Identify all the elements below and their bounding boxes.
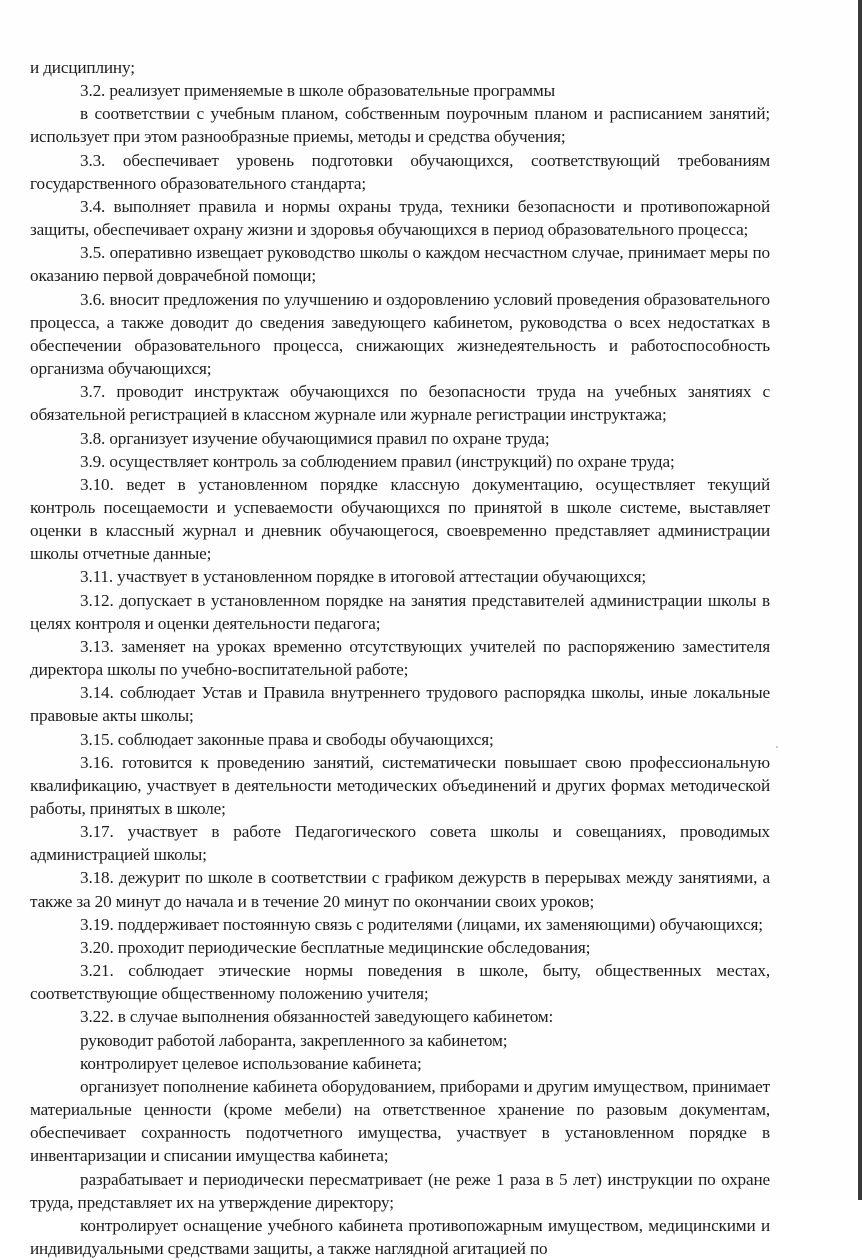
paragraph-3-2-continued: в соответствии с учебным планом, собственным поурочным планом и расписанием занятий; использует при этом разнообразные приемы, методы и средства обучения;	[30, 104, 770, 147]
document-body	[30, 56, 770, 1260]
scanner-border-edge	[858, 0, 862, 1200]
paragraph-3-22: 3.22. в случае выполнения обязанностей заведующего кабинетом:	[80, 1007, 554, 1027]
paragraph-3-11: 3.11. участвует в установленном порядке в итоговой аттестации обучающихся;	[80, 567, 647, 587]
paragraph-3-20: 3.20. проходит периодические бесплатные медицинские обследования;	[80, 937, 591, 957]
paragraph-3-21: 3.21. соблюдает этические нормы поведения в школе, быту, общественных местах, соответствующие общественному положению учителя;	[30, 961, 770, 1004]
paragraph-3-22-item-b: контролирует целевое использование кабинета;	[80, 1053, 422, 1073]
paragraph-3-6: 3.6. вносит предложения по улучшению и оздоровлению условий проведения образовательного процесса, а также доводит до сведения заведующего кабинетом, руководства о всех недостатках в обеспечении образовательного процесса, снижающих жизнедеятельность и работоспособность организма обучающихся;	[30, 289, 770, 379]
paragraph-3-2: 3.2. реализует применяемые в школе образовательные программы	[80, 81, 555, 101]
paragraph-3-10: 3.10. ведет в установленном порядке классную документацию, осуществляет текущий контроль посещаемости и успеваемости обучающихся по принятой в школе системе, выставляет оценки в классный журнал и дневник обучающегося, своевременно представляет администрации школы отчетные данные;	[30, 474, 770, 564]
paragraph-3-22-item-d: разрабатывает и периодически пересматривает (не реже 1 раза в 5 лет) инструкции по охране труда, представляет их на утверждение директору;	[30, 1169, 770, 1212]
paragraph-3-18: 3.18. дежурит по школе в соответствии с графиком дежурств в перерывах между занятиями, а также за 20 минут до начала и в течение 20 минут по окончании своих уроков;	[30, 868, 770, 911]
paragraph-3-13: 3.13. заменяет на уроках временно отсутствующих учителей по распоряжению заместителя директора школы по учебно-воспитательной работе;	[30, 636, 770, 680]
paragraph-3-22-item-a: руководит работой лаборанта, закрепленного за кабинетом;	[80, 1030, 508, 1050]
paragraph-3-17: 3.17. участвует в работе Педагогического совета школы и совещаниях, проводимых администрацией школы;	[30, 822, 770, 865]
paragraph-3-14: 3.14. соблюдает Устав и Правила внутреннего трудового распорядка школы, иные локальные правовые акты школы;	[30, 683, 770, 726]
paragraph-3-4: 3.4. выполняет правила и нормы охраны труда, техники безопасности и противопожарной защиты, обеспечивает охрану жизни и здоровья обучающихся в период образовательного процесса;	[30, 196, 770, 240]
paragraph-3-8: 3.8. организует изучение обучающимися правил по охране труда;	[80, 428, 550, 448]
paragraph-3-16: 3.16. готовится к проведению занятий, систематически повышает свою профессиональную квалификацию, участвует в деятельности методических объединений и других формах методической работы, принятых в школе;	[30, 752, 770, 818]
paragraph-3-19: 3.19. поддерживает постоянную связь с родителями (лицами, их заменяющими) обучающихся;	[80, 914, 763, 934]
paragraph-3-9: 3.9. осуществляет контроль за соблюдением правил (инструкций) по охране труда;	[80, 451, 675, 471]
paragraph-3-22-item-e: контролирует оснащение учебного кабинета противопожарным имуществом, медицинскими и индивидуальными средствами защиты, а также наглядной агитацией по	[30, 1215, 770, 1258]
paragraph-3-15: 3.15. соблюдает законные права и свободы обучающихся;	[80, 729, 494, 749]
paragraph-3-12: 3.12. допускает в установленном порядке на занятия представителей администрации школы в целях контроля и оценки деятельности педагога;	[30, 590, 770, 633]
paragraph-3-3: 3.3. обеспечивает уровень подготовки обучающихся, соответствующий требованиям государственного образовательного стандарта;	[30, 150, 770, 193]
paragraph-continuation: и дисциплину;	[30, 58, 135, 77]
scan-speck	[776, 746, 778, 748]
paragraph-3-22-item-c: организует пополнение кабинета оборудованием, приборами и другим имуществом, принимает материальные ценности (кроме мебели) на ответственное хранение по разовым документам, обеспечивает сохранность подотчетного имущества, участвует в установленном порядке в инвентаризации и списании имущества кабинета;	[30, 1076, 770, 1166]
paragraph-3-5: 3.5. оперативно извещает руководство школы о каждом несчастном случае, принимает меры по оказанию первой доврачебной помощи;	[30, 243, 770, 286]
paragraph-3-7: 3.7. проводит инструктаж обучающихся по безопасности труда на учебных занятиях с обязательной регистрацией в классном журнале или журнале регистрации инструктажа;	[30, 382, 770, 425]
